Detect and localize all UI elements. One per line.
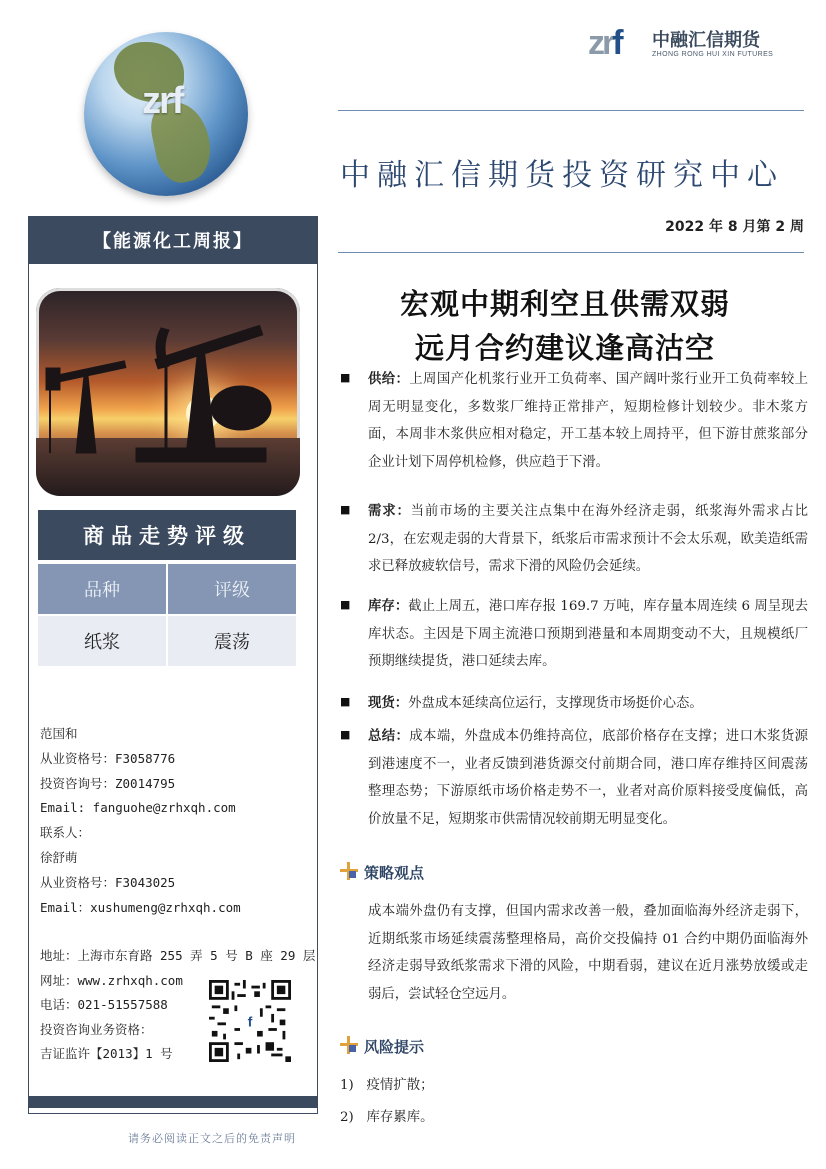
contact-email[interactable]: Email：xushumeng@zrhxqh.com — [40, 899, 241, 915]
report-type-banner: 【能源化工周报】 — [28, 216, 318, 264]
square-bullet-icon: ■ — [340, 695, 351, 708]
section-cross-icon — [340, 862, 358, 880]
analyst-name: 范国和 — [40, 726, 78, 741]
report-date: 2022 年 8 月第 2 周 — [665, 219, 804, 235]
oil-pump-photo — [36, 288, 300, 496]
contact-name: 徐舒萌 — [40, 849, 78, 865]
company-phone: 电话：021-51557588 — [40, 997, 168, 1012]
square-bullet-icon: ■ — [340, 503, 351, 516]
company-website[interactable]: 网址：www.zrhxqh.com — [40, 972, 183, 988]
point-label: 现货： — [368, 696, 409, 711]
main-title-line1: 宏观中期利空且供需双弱 — [399, 287, 730, 321]
point-label: 库存： — [368, 599, 409, 614]
point-text: 成本端，外盘成本仍维持高位，底部价格存在支撑；进口木浆货源到港速度不一，业者反馈到港货源交付前期合同，港口库存维持区间震荡整理态势；下游原纸市场价格走势不一，业者对高价原料接受度偏低，高价放量不足，短期浆市供需情况较前期无明显变化。 — [368, 729, 809, 827]
brand-name-cn: 中融汇信期货 — [652, 30, 760, 51]
rating-col-header-rating: 评级 — [168, 564, 296, 614]
header-divider — [338, 110, 804, 111]
rating-cell-rating: 震荡 — [168, 616, 296, 666]
risk-number: 1) — [340, 1078, 354, 1093]
strategy-text: 成本端外盘仍有支撑，但国内需求改善一般，叠加面临海外经济走弱下，近期纸浆市场延续震荡整理格局，高价交投偏持 01 合约中期仍面临海外经济走弱导致纸浆需求下滑的风险，中期看弱，建议在近月涨势放缓或走弱后，尝试轻仓空远月。 — [368, 904, 808, 1002]
risk-text: 疫情扩散； — [366, 1078, 434, 1093]
point-demand — [368, 498, 808, 581]
square-bullet-icon: ■ — [340, 371, 351, 384]
pumpjack-silhouette-icon — [36, 288, 300, 496]
point-text: 上周国产化机浆行业开工负荷率、国产阔叶浆行业开工负荷率较上周无明显变化，多数浆厂维持正常排产，短期检修计划较少。非木浆方面，本周非木浆供应相对稳定，开工基本较上周持平，但下游甘蔗浆部分企业计划下周停机检修，供应趋于下滑。 — [368, 372, 809, 470]
point-text: 当前市场的主要关注点集中在海外经济走弱，纸浆海外需求占比 2/3，在宏观走弱的大背景下，纸浆后市需求预计不会太乐观，欧美造纸需求已释放疲软信号，需求下滑的风险仍会延续。 — [368, 504, 809, 574]
point-spot — [368, 690, 808, 718]
risk-text: 库存累库。 — [366, 1110, 434, 1125]
contact-license: 从业资格号：F3043025 — [40, 874, 176, 890]
globe-logo-image — [84, 32, 248, 196]
qualification-number: 吉证监许【2013】1 号 — [40, 1046, 173, 1061]
strategy-heading: 策略观点 — [364, 864, 425, 882]
point-label: 总结： — [368, 729, 410, 744]
risk-item — [340, 1106, 433, 1125]
analyst-email[interactable]: Email: fanguohe@zrhxqh.com — [40, 800, 236, 816]
section-cross-icon — [340, 1036, 358, 1054]
qr-code-icon — [204, 980, 296, 1062]
rating-cell-variety: 纸浆 — [38, 616, 166, 666]
contact-label: 联系人： — [40, 825, 91, 841]
risk-number: 2) — [340, 1110, 354, 1125]
disclaimer-note[interactable]: 请务必阅读正文之后的免责声明 — [128, 1132, 296, 1145]
point-inventory — [368, 593, 808, 676]
qualification-label: 投资咨询业务资格： — [40, 1021, 153, 1037]
square-bullet-icon: ■ — [340, 728, 351, 741]
brand-name-en: ZHONG RONG HUI XIN FUTURES — [652, 51, 774, 58]
analyst-info — [40, 722, 241, 920]
date-divider — [338, 252, 804, 253]
risk-item — [340, 1074, 433, 1093]
analyst-consult-no: 投资咨询号：Z0014795 — [40, 775, 176, 791]
globe-logo-text: zrf — [142, 80, 183, 122]
square-bullet-icon: ■ — [340, 598, 351, 611]
company-address: 地址：上海市东育路 255 弄 5 号 B 座 29 层 — [40, 948, 316, 963]
rating-section-header: 商品走势评级 — [38, 510, 296, 560]
sidebar-footer-bar — [28, 1096, 318, 1108]
risk-heading: 风险提示 — [364, 1038, 425, 1056]
point-text: 截止上周五，港口库存报 169.7 万吨，库存量本周连续 6 周呈现去库状态。主因是下周主流港口预期到港量和本周期变动不大，且规模纸厂预期继续提货，港口延续去库。 — [368, 599, 808, 669]
point-text: 外盘成本延续高位运行，支撑现货市场挺价心态。 — [408, 696, 703, 711]
point-label: 需求： — [368, 504, 411, 519]
research-center-title: 中融汇信期货投资研究中心 — [340, 158, 784, 193]
analyst-license: 从业资格号：F3058776 — [40, 750, 176, 766]
point-summary — [368, 723, 808, 833]
brand-mark-f: f — [612, 24, 621, 62]
point-label: 供给： — [368, 372, 410, 387]
brand-mark-zr: zr — [588, 24, 613, 62]
brand-mark — [588, 24, 621, 63]
main-title-line2: 远月合约建议逢高沽空 — [414, 331, 715, 365]
rating-col-header-variety: 品种 — [38, 564, 166, 614]
point-supply — [368, 366, 808, 476]
qr-center-logo: f — [247, 1013, 253, 1030]
